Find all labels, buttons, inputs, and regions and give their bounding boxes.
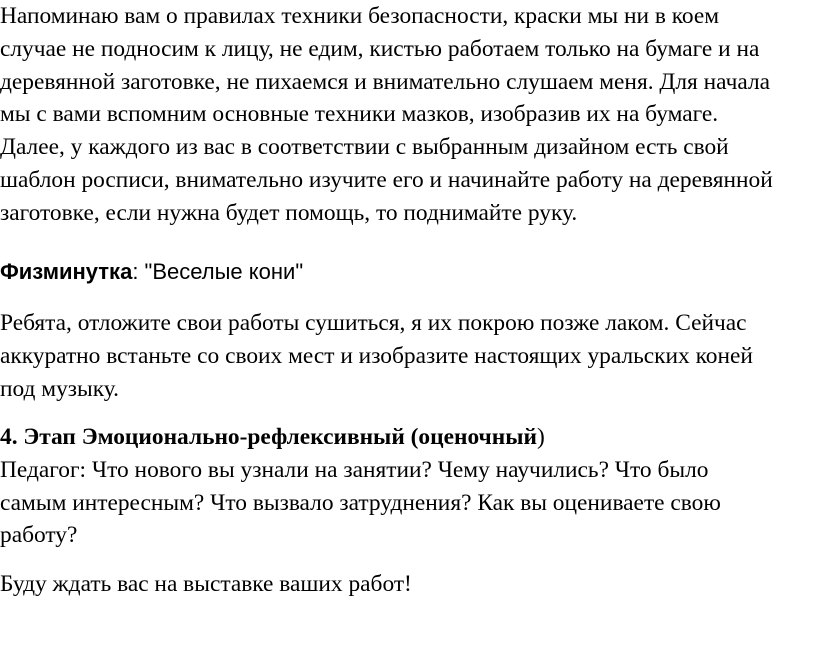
text-line: Буду ждать вас на выставке ваших работ! <box>0 571 412 597</box>
stage-4-heading-bold: 4. Этап Эмоционально-рефлексивный (оценочный <box>0 424 537 450</box>
closing-paragraph <box>0 568 412 601</box>
text-line: шаблон росписи, внимательно изучите его и начинайте работу на деревянной <box>0 166 773 193</box>
stage-4-heading <box>0 421 721 454</box>
text-line: Педагог: Что нового вы узнали на занятии? Чему научились? Что было <box>0 456 709 483</box>
text-line: заготовке, если нужна будет помощь, то поднимайте руку. <box>0 199 578 226</box>
instructions-paragraph <box>0 307 753 405</box>
text-line: мы с вами вспомним основные техники мазков, изобразив их на бумаге. <box>0 101 719 128</box>
text-line: Далее, у каждого из вас в соответствии с выбранным дизайном есть свой <box>0 134 729 161</box>
fizminutka-label: Физминутка <box>0 259 133 284</box>
text-line: деревянной заготовке, не пихаемся и внимательно слушаем меня. Для начала <box>0 68 771 95</box>
text-line: Напоминаю вам о правилах техники безопасности, краски мы ни в коем <box>0 3 720 29</box>
text-line: аккуратно встаньте со своих мест и изобразите настоящих уральских коней <box>0 342 753 369</box>
stage-4-section <box>0 421 721 552</box>
fizminutka-paragraph <box>0 256 303 289</box>
text-line: случае не подносим к лицу, не едим, кистью работаем только на бумаге и на <box>0 35 760 62</box>
stage-4-heading-tail: ) <box>536 424 545 450</box>
fizminutka-title: "Веселые кони" <box>144 259 304 284</box>
text-line: работу? <box>0 522 78 549</box>
fizminutka-separator: : <box>132 259 145 284</box>
text-line: Ребята, отложите свои работы сушиться, я их покрою позже лаком. Сейчас <box>0 310 747 336</box>
text-line: под музыку. <box>0 375 119 402</box>
safety-paragraph <box>0 0 773 230</box>
text-line: самым интересным? Что вызвало затруднения? Как вы оцениваете свою <box>0 489 721 516</box>
